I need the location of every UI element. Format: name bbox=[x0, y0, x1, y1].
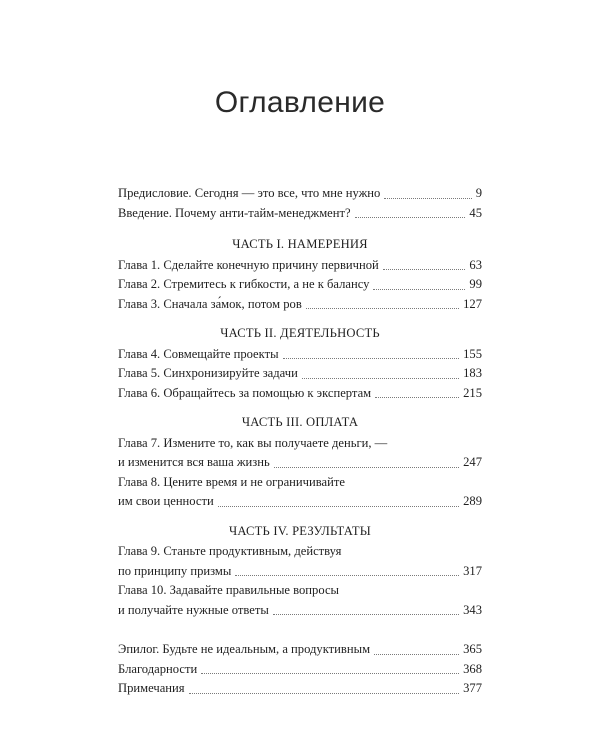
toc-entry-label: и получайте нужные ответы bbox=[118, 602, 269, 617]
toc-entry-label: Предисловие. Сегодня — это все, что мне нужно bbox=[118, 186, 381, 200]
dot-leader bbox=[235, 575, 459, 576]
toc-entry-label-line1: Глава 7. Измените то, как вы получаете деньги, — bbox=[118, 435, 388, 450]
toc-entry-page: 289 bbox=[463, 494, 482, 508]
toc-entry-page: 127 bbox=[463, 296, 482, 311]
toc-entry-label: Примечания bbox=[118, 681, 185, 695]
dot-leader bbox=[355, 217, 466, 218]
toc-entry-page: 368 bbox=[463, 661, 482, 676]
toc-entry-page: 365 bbox=[463, 642, 482, 656]
part-heading-3: ЧАСТЬ III. ОПЛАТА bbox=[241, 415, 359, 429]
toc-entry-notes[interactable] bbox=[118, 679, 482, 699]
toc-entry-epilogue[interactable] bbox=[118, 640, 482, 660]
toc-entry-label: Глава 1. Сделайте конечную причину первичной bbox=[118, 257, 379, 272]
part-heading-1: ЧАСТЬ I. НАМЕРЕНИЯ bbox=[232, 237, 368, 251]
toc-entry-chapter-7[interactable] bbox=[118, 434, 482, 473]
toc-entry-preface[interactable] bbox=[118, 184, 482, 204]
toc-entry-page: 215 bbox=[463, 385, 482, 400]
dot-leader bbox=[306, 308, 459, 309]
dot-leader bbox=[384, 198, 471, 199]
part-heading-2: ЧАСТЬ II. ДЕЯТЕЛЬНОСТЬ bbox=[220, 326, 380, 340]
toc-entry-label: Глава 5. Синхронизируйте задачи bbox=[118, 366, 298, 380]
toc-entry-label: им свои ценности bbox=[118, 494, 214, 508]
toc-entry-page: 45 bbox=[469, 205, 482, 220]
toc-entry-chapter-9[interactable] bbox=[118, 542, 482, 581]
section-gap bbox=[118, 620, 482, 640]
dot-leader bbox=[274, 467, 459, 468]
dot-leader bbox=[189, 693, 460, 694]
dot-leader bbox=[283, 358, 460, 359]
toc-entry-chapter-8[interactable] bbox=[118, 473, 482, 512]
dot-leader bbox=[273, 614, 459, 615]
page-title: Оглавление bbox=[214, 86, 386, 119]
toc-entry-label: Благодарности bbox=[118, 661, 198, 676]
toc-entry-label: и изменится вся ваша жизнь bbox=[118, 455, 270, 469]
toc-entry-page: 183 bbox=[463, 366, 482, 380]
toc-entry-label-line1: Глава 9. Станьте продуктивным, действуя bbox=[118, 544, 342, 558]
toc-entry-chapter-5[interactable] bbox=[118, 364, 482, 384]
toc-entry-label: Глава 2. Стремитесь к гибкости, а не к балансу bbox=[118, 277, 370, 291]
dot-leader bbox=[201, 673, 459, 674]
toc-entry-label: Введение. Почему анти-тайм-менеджмент? bbox=[118, 205, 351, 220]
toc-entry-chapter-1[interactable] bbox=[118, 256, 482, 276]
toc-entry-chapter-3[interactable] bbox=[118, 295, 482, 315]
dot-leader bbox=[383, 269, 466, 270]
toc-entry-chapter-6[interactable] bbox=[118, 384, 482, 404]
toc-entry-label-line1: Глава 8. Цените время и не ограничивайте bbox=[118, 474, 345, 489]
toc-entry-page: 9 bbox=[475, 186, 482, 200]
dot-leader bbox=[373, 289, 465, 290]
toc-entry-label: Глава 4. Совмещайте проекты bbox=[118, 346, 279, 361]
toc-entry-page: 377 bbox=[463, 681, 482, 695]
dot-leader bbox=[302, 378, 459, 379]
part-heading-4: ЧАСТЬ IV. РЕЗУЛЬТАТЫ bbox=[229, 523, 371, 538]
toc-entry-page: 63 bbox=[469, 257, 482, 272]
toc-entry-page: 317 bbox=[463, 563, 482, 578]
dot-leader bbox=[374, 654, 459, 655]
toc-entry-label: Эпилог. Будьте не идеальным, а продуктивным bbox=[118, 642, 371, 656]
toc-entry-page: 343 bbox=[463, 602, 482, 617]
toc-entry-introduction[interactable] bbox=[118, 204, 482, 224]
toc-entry-chapter-10[interactable] bbox=[118, 581, 482, 620]
toc-entry-label: Глава 6. Обращайтесь за помощью к экспертам bbox=[118, 385, 372, 400]
toc-entry-page: 99 bbox=[469, 277, 482, 291]
toc-entry-chapter-2[interactable] bbox=[118, 275, 482, 295]
table-of-contents bbox=[118, 184, 482, 699]
toc-entry-label-line1: Глава 10. Задавайте правильные вопросы bbox=[118, 583, 339, 597]
toc-entry-chapter-4[interactable] bbox=[118, 345, 482, 365]
toc-entry-page: 247 bbox=[463, 455, 482, 469]
toc-entry-label: Глава 3. Сначала за́мок, потом ров bbox=[118, 296, 302, 311]
toc-entry-acknowledgements[interactable] bbox=[118, 660, 482, 680]
dot-leader bbox=[218, 506, 459, 507]
toc-entry-label: по принципу призмы bbox=[118, 563, 232, 578]
toc-entry-page: 155 bbox=[463, 346, 482, 361]
dot-leader bbox=[375, 397, 459, 398]
